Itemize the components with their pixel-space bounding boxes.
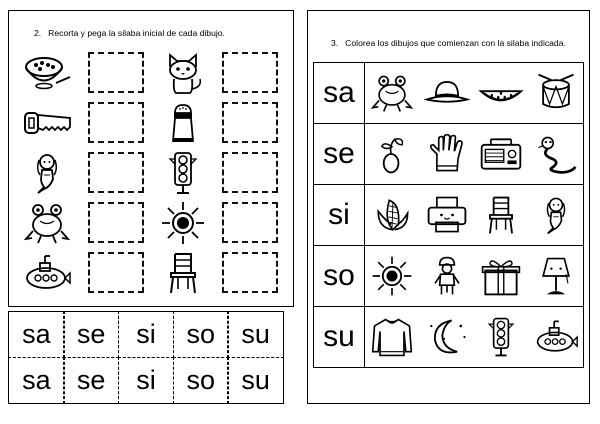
frog-icon — [21, 201, 73, 245]
sweater-icon[interactable] — [369, 312, 415, 362]
syllable-card[interactable]: se — [63, 357, 120, 404]
paste-box[interactable] — [222, 252, 278, 293]
paste-box[interactable] — [222, 52, 278, 93]
soldier-icon — [424, 251, 470, 301]
snake-icon[interactable] — [533, 129, 579, 179]
syllable-card[interactable]: si — [118, 311, 175, 358]
instruction-number: 3. — [331, 38, 339, 48]
syllable-card[interactable]: su — [227, 311, 284, 358]
chair-icon — [478, 190, 524, 240]
salt-shaker-icon — [157, 101, 209, 145]
submarine-icon — [21, 251, 73, 295]
radio-icon — [478, 129, 524, 179]
syllable-card[interactable]: so — [173, 311, 230, 358]
paste-box[interactable] — [222, 202, 278, 243]
traffic-light-icon — [157, 151, 209, 195]
instruction-text: Recorta y pega la silaba inicial de cada dibujo. — [48, 28, 225, 38]
paste-box[interactable] — [88, 152, 144, 193]
corn-icon — [369, 190, 415, 240]
watermelon-icon — [478, 68, 524, 118]
corn-icon[interactable] — [369, 190, 415, 240]
syllable-card[interactable]: su — [227, 357, 284, 404]
coloring-row — [314, 63, 584, 124]
paste-box[interactable] — [88, 252, 144, 293]
frog-icon — [21, 201, 73, 245]
syllable-card[interactable]: se — [63, 311, 120, 358]
hat-icon[interactable] — [424, 68, 470, 118]
cut-paste-panel — [8, 10, 294, 307]
hat-icon — [424, 68, 470, 118]
seed-sprout-icon — [369, 129, 415, 179]
picture-cell — [365, 185, 584, 246]
lamp-icon — [533, 251, 579, 301]
syllable-coloring-table — [313, 62, 584, 368]
syllable-card[interactable]: so — [173, 357, 230, 404]
paste-box[interactable] — [88, 52, 144, 93]
picture-cell — [365, 246, 584, 307]
frog-icon[interactable] — [369, 68, 415, 118]
lamp-icon[interactable] — [533, 251, 579, 301]
coloring-row — [314, 246, 584, 307]
chair-icon[interactable] — [478, 190, 524, 240]
cut-paste-instruction — [34, 28, 225, 38]
syllable-card[interactable]: sa — [8, 357, 65, 404]
seed-sprout-icon[interactable] — [369, 129, 415, 179]
paste-box[interactable] — [222, 102, 278, 143]
gift-box-icon[interactable] — [478, 251, 524, 301]
syllable-card[interactable]: sa — [8, 311, 65, 358]
sun-icon[interactable] — [369, 251, 415, 301]
soldier-icon[interactable] — [424, 251, 470, 301]
printer-icon — [424, 190, 470, 240]
glove-icon[interactable] — [424, 129, 470, 179]
picture-cell — [365, 63, 584, 124]
picture-cell — [365, 307, 584, 368]
snake-icon — [533, 129, 579, 179]
coloring-instruction — [331, 38, 566, 48]
mermaid-icon[interactable] — [533, 190, 579, 240]
picture-cell — [365, 124, 584, 185]
traffic-light-icon — [157, 151, 209, 195]
traffic-light-icon[interactable] — [478, 312, 524, 362]
submarine-icon — [21, 251, 73, 295]
syllable-label: sa — [314, 63, 365, 124]
mermaid-icon — [21, 151, 73, 195]
saw-icon — [21, 101, 73, 145]
instruction-number: 2. — [34, 28, 42, 38]
sun-icon — [157, 201, 209, 245]
chair-icon — [157, 251, 209, 295]
mermaid-icon — [21, 151, 73, 195]
paste-box[interactable] — [222, 152, 278, 193]
watermelon-icon[interactable] — [478, 68, 524, 118]
submarine-icon[interactable] — [533, 312, 579, 362]
cereal-bowl-icon — [21, 51, 73, 95]
paste-box[interactable] — [88, 102, 144, 143]
drum-icon[interactable] — [533, 68, 579, 118]
drum-icon — [533, 68, 579, 118]
syllable-cutout-cards — [8, 311, 284, 404]
coloring-row — [314, 124, 584, 185]
syllable-label: so — [314, 246, 365, 307]
printer-icon[interactable] — [424, 190, 470, 240]
moon-icon — [424, 312, 470, 362]
instruction-text: Colorea los dibujos que comienzan con la silaba indicada. — [345, 38, 566, 48]
syllable-label: si — [314, 185, 365, 246]
chair-icon — [157, 251, 209, 295]
coloring-row — [314, 307, 584, 368]
syllable-card[interactable]: si — [118, 357, 175, 404]
mermaid-icon — [533, 190, 579, 240]
cat-icon — [157, 51, 209, 95]
frog-icon — [369, 68, 415, 118]
syllable-label: su — [314, 307, 365, 368]
saw-icon — [21, 101, 73, 145]
sun-icon — [157, 201, 209, 245]
syllable-label: se — [314, 124, 365, 185]
radio-icon[interactable] — [478, 129, 524, 179]
sweater-icon — [369, 312, 415, 362]
traffic-light-icon — [478, 312, 524, 362]
coloring-row — [314, 185, 584, 246]
paste-box[interactable] — [88, 202, 144, 243]
glove-icon — [424, 129, 470, 179]
cereal-bowl-icon — [21, 51, 73, 95]
cat-icon — [157, 51, 209, 95]
submarine-icon — [533, 312, 579, 362]
sun-icon — [369, 251, 415, 301]
moon-icon[interactable] — [424, 312, 470, 362]
salt-shaker-icon — [157, 101, 209, 145]
gift-box-icon — [478, 251, 524, 301]
